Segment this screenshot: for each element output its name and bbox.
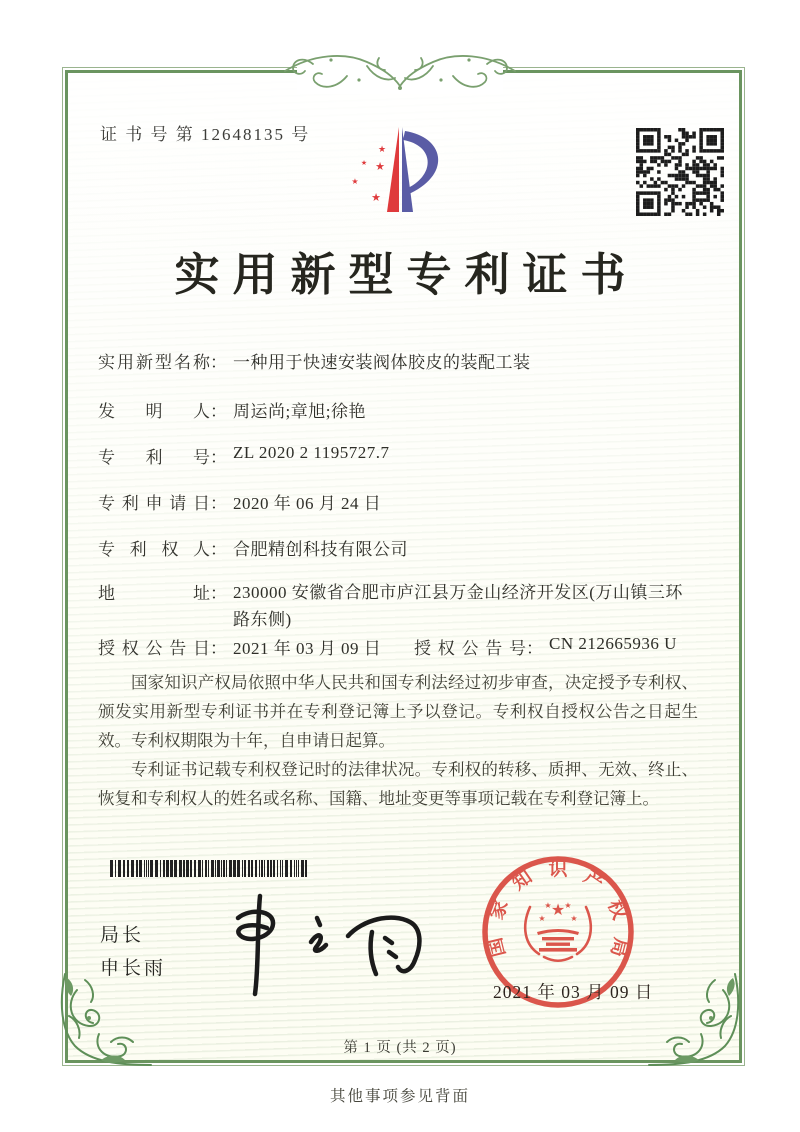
cnipa-logo-icon — [336, 110, 480, 240]
field-value: 合肥精创科技有限公司 — [233, 540, 408, 559]
legal-body-text — [98, 668, 698, 813]
svg-text:家: 家 — [486, 897, 513, 923]
field-address: 地址： 230000 安徽省合肥市庐江县万金山经济开发区(万山镇三环路东侧) — [98, 579, 698, 633]
field-patentee: 专利权人： 合肥精创科技有限公司 — [98, 535, 658, 560]
field-value: 2021 年 03 月 09 日 — [233, 639, 382, 658]
commissioner-signature — [222, 882, 442, 1002]
certificate-number: 证 书 号 第 12648135 号 — [100, 125, 311, 144]
field-value: CN 212665936 U — [549, 634, 677, 653]
back-note: 其他事项参见背面 — [329, 1088, 470, 1105]
field-inventor: 发明人： 周运尚;章旭;徐艳 — [98, 397, 658, 422]
svg-text:产: 产 — [579, 866, 608, 895]
svg-text:国: 国 — [484, 935, 510, 959]
field-label: 实用新型名称 — [98, 353, 210, 372]
field-filing-date: 专利申请日： 2020 年 06 月 24 日 — [98, 489, 658, 514]
svg-text:识: 识 — [548, 859, 568, 880]
body-paragraph-1: 国家知识产权局依照中华人民共和国专利法经过初步审查，决定授予专利权、颁发实用新型专利证书并在专利登记簿上予以登记。专利权自授权公告之日起生效。专利权期限为十年，自申请日起算。 — [98, 673, 698, 750]
field-label: 专利申请日 — [98, 494, 210, 513]
field-grant-date: 授权公告日： 2021 年 03 月 09 日 — [98, 634, 414, 659]
svg-text:知: 知 — [508, 866, 537, 895]
svg-text:权: 权 — [603, 897, 630, 923]
svg-text:★: ★ — [550, 900, 566, 919]
field-value: 230000 安徽省合肥市庐江县万金山经济开发区(万山镇三环路东侧) — [233, 583, 683, 629]
field-label: 地址 — [98, 584, 210, 603]
field-value: 周运尚;章旭;徐艳 — [233, 402, 366, 421]
field-utility-model-name: 实用新型名称： 一种用于快速安装阀体胶皮的装配工装 — [98, 348, 658, 373]
svg-text:★: ★ — [564, 901, 572, 910]
seal-date: 2021 年 03 月 09 日 — [493, 982, 654, 1002]
field-label: 发明人 — [98, 402, 210, 421]
field-value: 一种用于快速安装阀体胶皮的装配工装 — [233, 353, 531, 372]
signer-name: 申长雨 — [100, 958, 167, 979]
field-patent-number: 专利号： ZL 2020 2 1195727.7 — [98, 443, 390, 467]
page-number: 第 1 页 (共 2 页) — [343, 1040, 457, 1056]
field-label: 授权公告号 — [414, 639, 526, 658]
field-value: 2020 年 06 月 24 日 — [233, 494, 382, 513]
svg-text:★: ★ — [570, 914, 578, 923]
svg-text:★: ★ — [375, 160, 385, 173]
svg-text:局: 局 — [606, 935, 632, 959]
svg-text:★: ★ — [371, 191, 381, 204]
svg-text:★: ★ — [538, 914, 546, 923]
barcode — [110, 860, 310, 877]
field-label: 授权公告日 — [98, 639, 210, 658]
field-value: ZL 2020 2 1195727.7 — [233, 443, 390, 462]
svg-text:★: ★ — [360, 159, 368, 167]
certificate-title: 实用新型专利证书 — [174, 250, 639, 300]
field-grant-row — [98, 634, 698, 659]
body-paragraph-2: 专利证书记载专利权登记时的法律状况。专利权的转移、质押、无效、终止、恢复和专利权人的姓名或名称、国籍、地址变更等事项记载在专利登记簿上。 — [98, 760, 698, 808]
svg-text:★: ★ — [377, 145, 387, 155]
field-grant-number: 授权公告号： CN 212665936 U — [414, 634, 677, 658]
svg-text:★: ★ — [351, 177, 359, 186]
field-label: 专利号 — [98, 448, 210, 467]
field-label: 专利权人 — [98, 540, 210, 559]
svg-text:★: ★ — [544, 901, 552, 910]
qr-code — [636, 128, 724, 216]
signer-title: 局长 — [100, 925, 145, 946]
